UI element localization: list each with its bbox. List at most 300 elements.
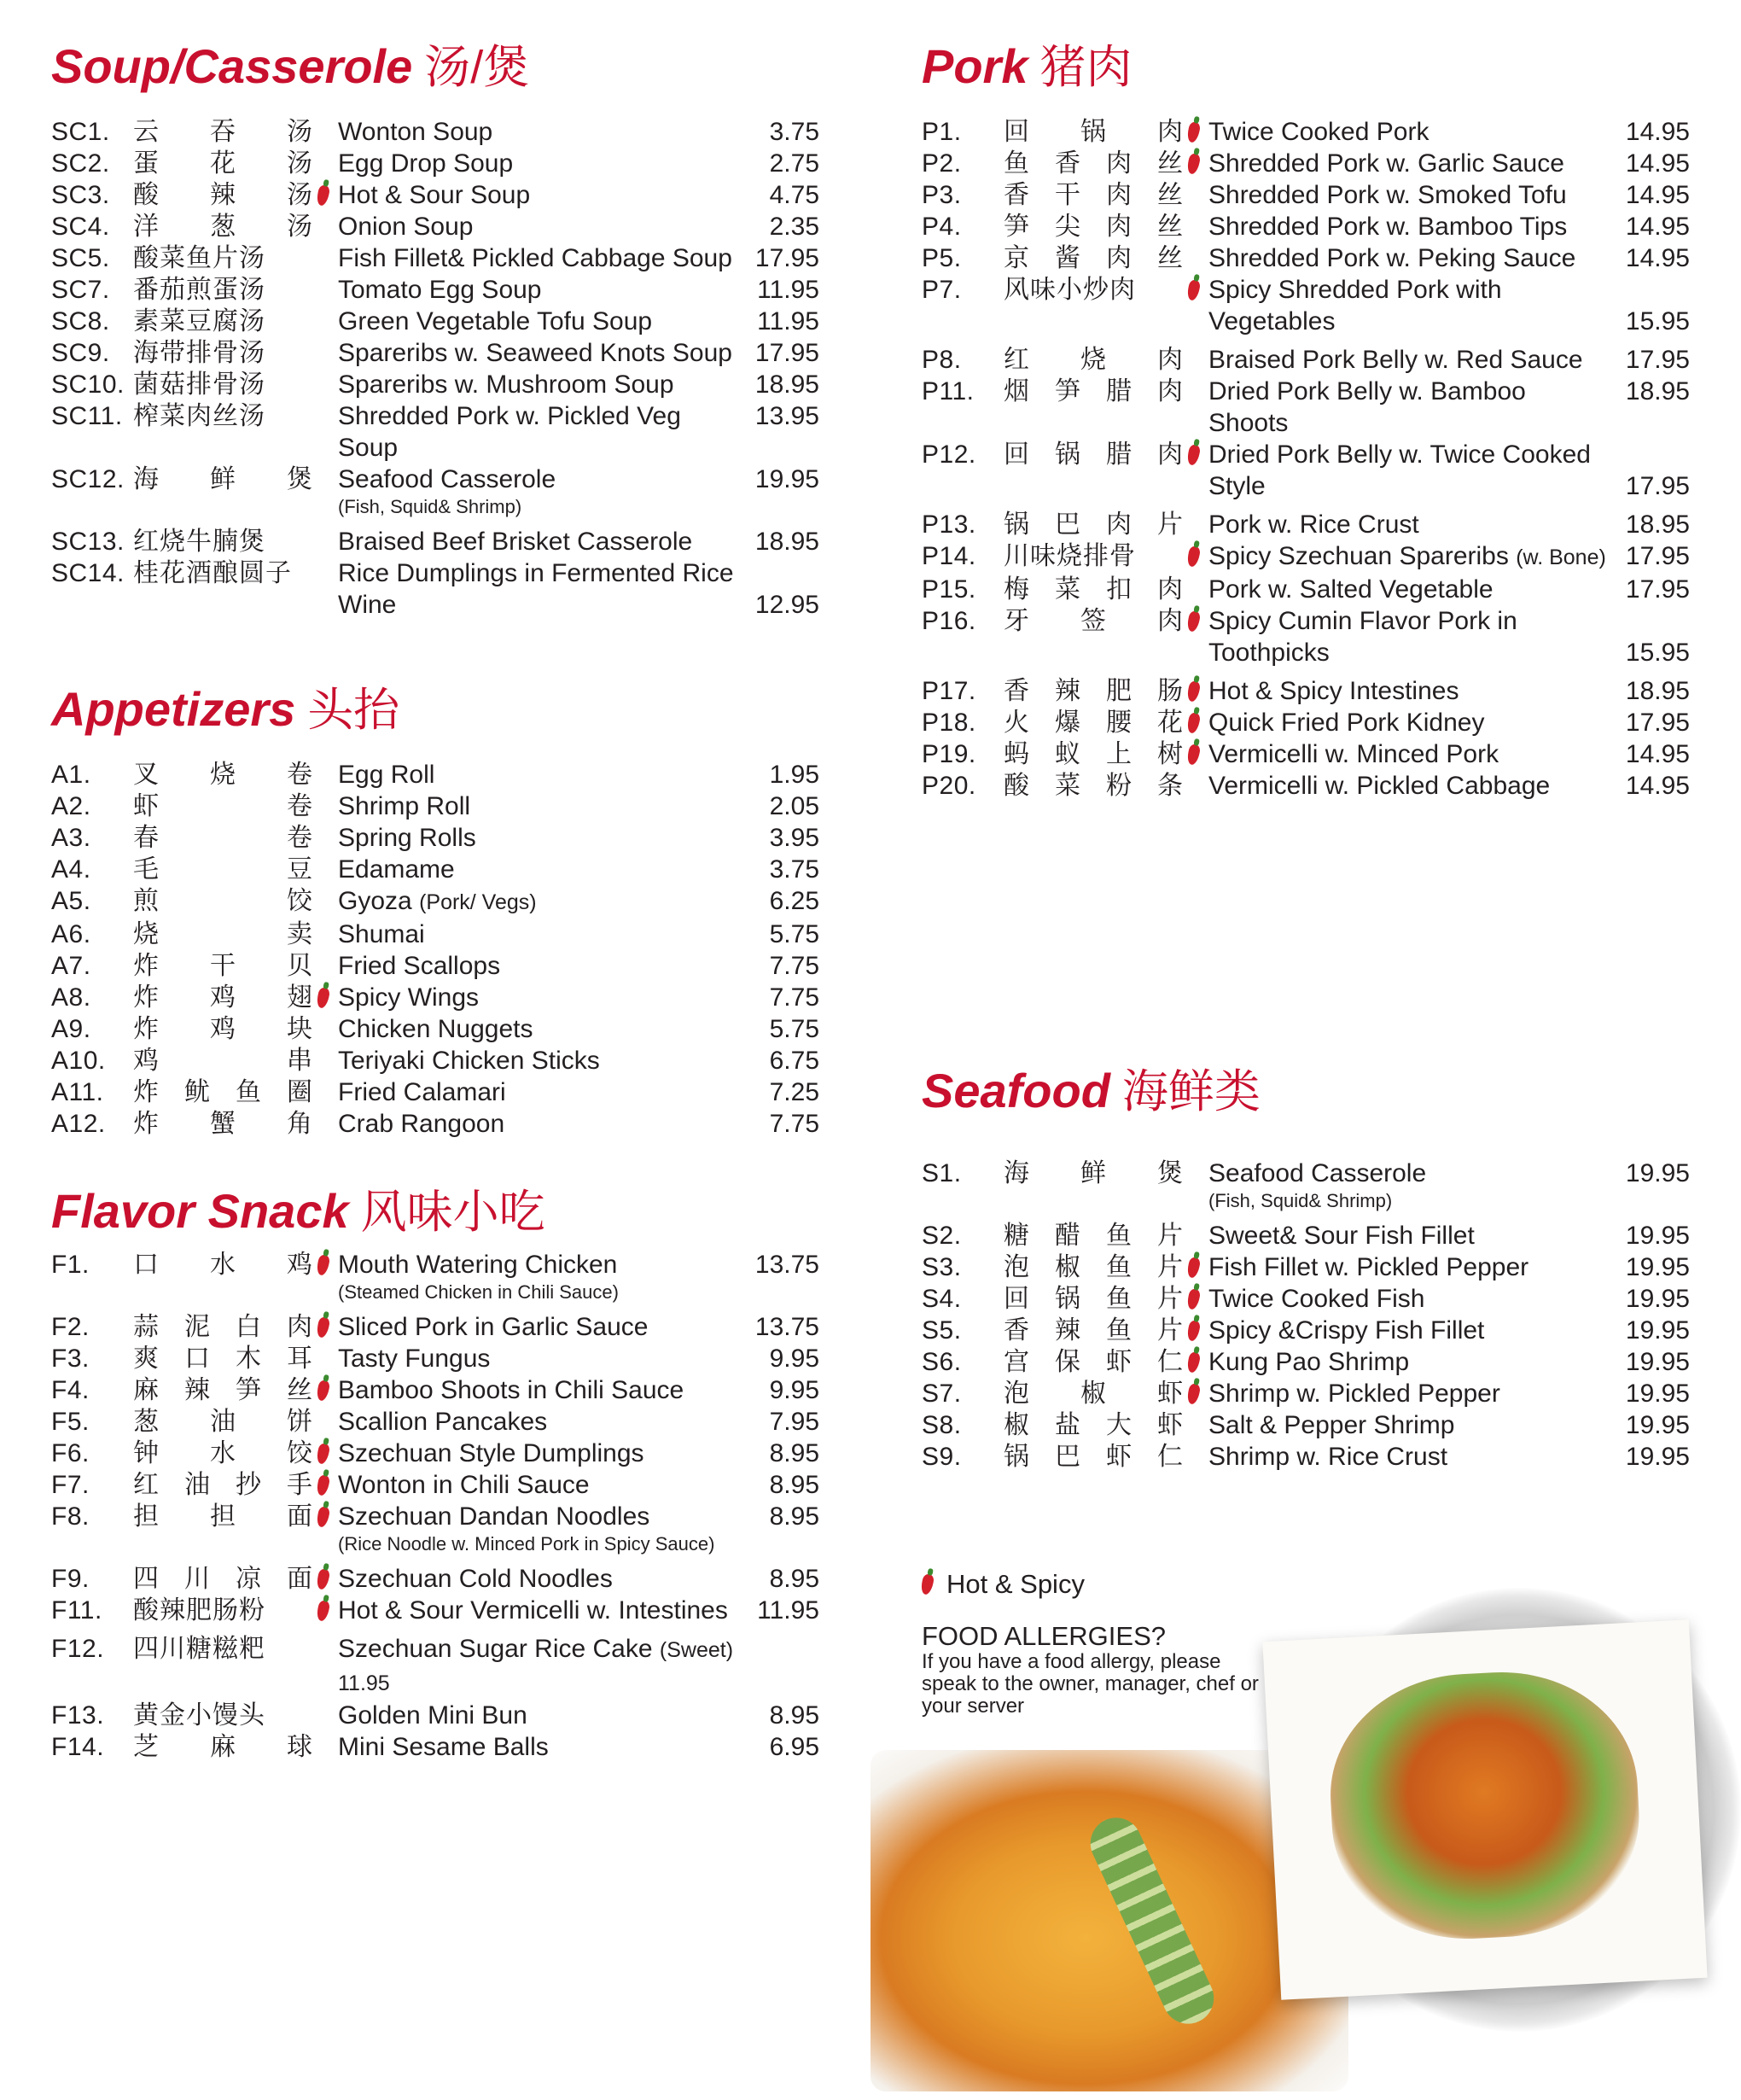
item-chinese-name: 梅 菜 扣 肉	[1004, 575, 1183, 604]
item-english-label: Spicy Cumin Flavor Pork in Toothpicks	[1208, 607, 1517, 667]
chili-icon	[316, 1254, 331, 1276]
menu-item	[51, 274, 819, 306]
item-english-label: Vermicelli w. Minced Pork	[1208, 740, 1499, 768]
section-title-soup: Soup/Casserole 汤/煲	[51, 39, 530, 93]
item-english-label: Green Vegetable Tofu Soup	[338, 307, 653, 335]
chili-icon	[316, 184, 331, 207]
item-code: F4.	[51, 1376, 90, 1404]
item-chinese-name: 香 辣 肥 肠	[1004, 677, 1183, 705]
item-spicy-marker	[312, 242, 338, 274]
item-spicy-marker	[312, 854, 338, 885]
item-chinese-name: 酸 辣 汤	[133, 181, 312, 209]
item-english-name	[338, 526, 739, 557]
menu-item	[922, 274, 1690, 337]
item-code: S2.	[922, 1222, 962, 1250]
item-code: F11.	[51, 1596, 102, 1625]
item-chinese-name: 鱼 香 肉 丝	[1004, 149, 1183, 178]
item-note: (Fish, Squid& Shrimp)	[1208, 1190, 1393, 1211]
item-code: SC8.	[51, 307, 110, 335]
item-english-label: Egg Drop Soup	[338, 149, 514, 178]
item-english-name	[1208, 540, 1610, 574]
section-title-pork: Pork 猪肉	[922, 39, 1133, 93]
item-english-name	[338, 1633, 739, 1700]
item-price: 12.95	[754, 591, 819, 619]
menu-item	[922, 242, 1690, 274]
item-english-name	[338, 854, 739, 885]
menu-item	[922, 1315, 1690, 1346]
item-english-name	[338, 557, 739, 621]
item-spicy-marker	[1183, 148, 1208, 179]
item-price: 13.95	[754, 402, 819, 430]
menu-item	[922, 574, 1690, 605]
item-spicy-marker	[1183, 439, 1208, 470]
item-spicy-marker	[312, 1108, 338, 1140]
item-chinese-name: 红 油 抄 手	[133, 1471, 312, 1499]
item-english-name	[1208, 1283, 1610, 1315]
item-english-name	[1208, 242, 1610, 274]
item-code: SC12.	[51, 465, 125, 493]
chili-icon	[1186, 1257, 1202, 1279]
menu-item	[51, 1045, 819, 1076]
item-price: 19.95	[754, 465, 819, 493]
item-code: A10.	[51, 1047, 106, 1075]
item-price: 14.95	[1625, 772, 1690, 800]
item-price: 14.95	[1625, 740, 1690, 768]
item-chinese-name: 川味烧排骨	[1004, 542, 1136, 570]
item-english-name	[338, 1311, 739, 1343]
item-code: P2.	[922, 149, 962, 178]
item-english-name	[1208, 274, 1610, 337]
item-price: 13.75	[754, 1313, 819, 1341]
item-spicy-marker	[312, 1311, 338, 1343]
menu-item	[922, 148, 1690, 179]
item-price: 3.75	[769, 118, 819, 146]
item-english-label: Shredded Pork w. Bamboo Tips	[1208, 213, 1568, 241]
item-english-name	[1208, 116, 1610, 148]
item-price: 19.95	[1625, 1380, 1690, 1408]
menu-item	[51, 854, 819, 885]
item-english-label: Spicy Szechuan Spareribs	[1208, 542, 1509, 570]
item-spicy-marker	[312, 337, 338, 369]
chili-icon	[1186, 1288, 1202, 1310]
item-chinese-name: 四川糖糍粑	[133, 1635, 265, 1663]
item-code: F8.	[51, 1502, 90, 1531]
section-title-appetizers: Appetizers 头抬	[51, 682, 400, 736]
chili-icon	[316, 1506, 331, 1528]
item-chinese-name: 宫 保 虾 仁	[1004, 1348, 1183, 1376]
item-price: 2.35	[769, 213, 819, 241]
item-english-name	[1208, 1315, 1610, 1346]
item-code: P14.	[922, 542, 976, 570]
item-english-label: Spicy &Crispy Fish Fillet	[1208, 1316, 1485, 1345]
food-allergy-notice	[922, 1622, 1280, 1718]
item-code: A7.	[51, 952, 91, 980]
item-chinese-name: 炸 蟹 角	[133, 1110, 312, 1138]
item-english-label: Fried Calamari	[338, 1078, 506, 1106]
item-price: 11.95	[757, 307, 819, 335]
item-chinese-name: 叉 烧 卷	[133, 761, 312, 789]
menu-item	[922, 770, 1690, 802]
item-price: 7.25	[769, 1078, 819, 1106]
item-chinese-name: 泡 椒 鱼 片	[1004, 1253, 1183, 1281]
item-code: SC14.	[51, 559, 125, 587]
item-chinese-name: 海 鲜 煲	[133, 465, 312, 493]
chili-icon	[1186, 545, 1202, 568]
item-price: 14.95	[1625, 181, 1690, 209]
item-english-name	[1208, 439, 1610, 502]
menu-item	[922, 1441, 1690, 1473]
item-spicy-marker	[312, 400, 338, 432]
item-code: A2.	[51, 792, 91, 820]
item-spicy-marker	[1183, 1315, 1208, 1346]
chili-icon	[1186, 121, 1202, 143]
item-price: 2.75	[769, 149, 819, 178]
item-chinese-name: 锅 巴 虾 仁	[1004, 1443, 1183, 1471]
item-chinese-name: 担 担 面	[133, 1502, 312, 1531]
soup-section	[51, 34, 819, 621]
menu-item	[51, 1501, 819, 1556]
item-english-label: Braised Beef Brisket Casserole	[338, 528, 693, 556]
item-spicy-marker	[312, 1013, 338, 1045]
item-price: 7.75	[769, 983, 819, 1012]
item-chinese-name: 黄金小馒头	[133, 1701, 265, 1730]
item-price: 3.75	[769, 855, 819, 884]
item-english-name	[338, 369, 739, 400]
item-price: 6.95	[769, 1733, 819, 1761]
item-code: F14.	[51, 1733, 105, 1761]
item-code: SC9.	[51, 339, 110, 367]
menu-item	[51, 116, 819, 148]
item-spicy-marker	[312, 822, 338, 854]
item-price: 5.75	[769, 920, 819, 948]
item-chinese-name: 蚂 蚁 上 树	[1004, 740, 1183, 768]
item-chinese-name: 回 锅 腊 肉	[1004, 440, 1183, 469]
item-english-label: Shredded Pork w. Garlic Sauce	[1208, 149, 1564, 178]
item-chinese-name: 芝 麻 球	[133, 1733, 312, 1761]
fish-dish-icon	[1325, 1665, 1645, 1945]
item-note: (Rice Noodle w. Minced Pork in Spicy Sauce)	[338, 1533, 715, 1555]
item-spicy-marker	[1183, 605, 1208, 637]
menu-item	[51, 1700, 819, 1731]
item-spicy-marker	[1183, 211, 1208, 242]
item-chinese-name: 海带排骨汤	[133, 339, 265, 367]
soup-items	[51, 116, 819, 621]
item-spicy-marker	[312, 1406, 338, 1438]
menu-item	[922, 1409, 1690, 1441]
item-code: A4.	[51, 855, 91, 884]
item-english-label: Szechuan Dandan Noodles	[338, 1502, 650, 1531]
item-price: 14.95	[1625, 244, 1690, 272]
item-english-label: Scallion Pancakes	[338, 1408, 548, 1436]
menu-item	[922, 509, 1690, 540]
item-english-label: Shrimp w. Rice Crust	[1208, 1443, 1448, 1471]
item-code: A12.	[51, 1110, 106, 1138]
item-english-name	[1208, 376, 1610, 439]
item-english-name	[338, 950, 739, 982]
item-spicy-marker	[1183, 1251, 1208, 1283]
item-english-name	[338, 1406, 739, 1438]
item-english-label: Shredded Pork w. Peking Sauce	[1208, 244, 1576, 272]
item-spicy-marker	[1183, 1441, 1208, 1473]
item-english-name	[338, 1563, 739, 1595]
item-price: 19.95	[1625, 1348, 1690, 1376]
item-price: 17.95	[754, 339, 819, 367]
item-chinese-name: 香 干 肉 丝	[1004, 181, 1183, 209]
item-code: F9.	[51, 1565, 90, 1593]
item-english-label: Chicken Nuggets	[338, 1015, 533, 1043]
twice-cooked-fish-photo	[1262, 1619, 1707, 2000]
item-spicy-marker	[1183, 770, 1208, 802]
chili-icon	[1186, 744, 1202, 766]
item-chinese-name: 炸 鸡 翅	[133, 983, 312, 1012]
chili-icon	[316, 1568, 331, 1590]
item-chinese-name: 蛋 花 汤	[133, 149, 312, 178]
item-english-label: Spicy Wings	[338, 983, 480, 1012]
item-price: 19.95	[1625, 1253, 1690, 1281]
item-english-label: Wonton in Chili Sauce	[338, 1471, 590, 1499]
legend-label: Hot & Spicy	[946, 1569, 1085, 1599]
item-chinese-name: 爽 口 木 耳	[133, 1345, 312, 1373]
item-english-name	[338, 306, 739, 337]
item-code: P13.	[922, 510, 976, 539]
item-chinese-name: 烟 笋 腊 肉	[1004, 377, 1183, 405]
item-code: A11.	[51, 1078, 104, 1106]
menu-item	[51, 306, 819, 337]
item-price: 8.95	[769, 1502, 819, 1531]
menu-item	[51, 1013, 819, 1045]
chili-icon	[1186, 444, 1202, 466]
item-chinese-name: 酸菜鱼片汤	[133, 244, 265, 272]
menu-item	[922, 1378, 1690, 1409]
item-chinese-name: 云 吞 汤	[133, 118, 312, 146]
item-english-name	[1208, 1251, 1610, 1283]
item-price: 11.95	[757, 1596, 819, 1625]
item-spicy-marker	[312, 526, 338, 557]
item-english-name	[338, 1045, 739, 1076]
item-code: S4.	[922, 1285, 962, 1313]
item-code: F13.	[51, 1701, 105, 1730]
chili-icon	[1186, 680, 1202, 703]
chili-icon	[316, 1474, 331, 1496]
item-price: 18.95	[1625, 677, 1690, 705]
chili-icon	[316, 1600, 331, 1622]
item-english-name	[1208, 707, 1610, 738]
item-english-label: Sliced Pork in Garlic Sauce	[338, 1313, 649, 1341]
item-english-name	[1208, 574, 1610, 605]
item-english-label: Edamame	[338, 855, 455, 884]
item-english-name	[338, 1501, 739, 1556]
menu-item	[922, 376, 1690, 439]
item-english-label: Pork w. Salted Vegetable	[1208, 575, 1494, 604]
item-english-name	[1208, 1346, 1610, 1378]
item-spicy-marker	[312, 950, 338, 982]
item-english-name	[338, 790, 739, 822]
item-english-label: Fish Fillet w. Pickled Pepper	[1208, 1253, 1529, 1281]
item-english-name	[338, 400, 739, 464]
allergy-title: FOOD ALLERGIES?	[922, 1621, 1166, 1651]
menu-item	[922, 211, 1690, 242]
item-english-label: Teriyaki Chicken Sticks	[338, 1047, 600, 1075]
menu-item	[51, 1249, 819, 1304]
item-english-qualifier: (Pork/ Vegs)	[419, 890, 537, 914]
item-english-name	[1208, 1441, 1610, 1473]
item-price: 17.95	[1625, 709, 1690, 737]
item-spicy-marker	[312, 148, 338, 179]
item-code: S5.	[922, 1316, 962, 1345]
item-spicy-marker	[312, 759, 338, 790]
menu-item	[51, 148, 819, 179]
item-price: 17.95	[1625, 346, 1690, 374]
item-chinese-name: 炸 干 贝	[133, 952, 312, 980]
item-price: 18.95	[754, 370, 819, 399]
item-chinese-name: 番茄煎蛋汤	[133, 276, 265, 304]
item-spicy-marker	[312, 1563, 338, 1595]
item-price: 14.95	[1625, 149, 1690, 178]
menu-item	[51, 759, 819, 790]
menu-item	[51, 400, 819, 464]
item-chinese-name: 麻 辣 笋 丝	[133, 1376, 312, 1404]
item-code: P19.	[922, 740, 976, 768]
item-code: A5.	[51, 887, 91, 915]
item-price: 7.95	[769, 1408, 819, 1436]
item-spicy-marker	[312, 919, 338, 950]
item-english-name	[338, 211, 739, 242]
item-spicy-marker	[312, 1595, 338, 1626]
item-chinese-name: 桂花酒酿圆子	[133, 559, 292, 587]
item-chinese-name: 菌菇排骨汤	[133, 370, 265, 399]
item-english-label: Szechuan Cold Noodles	[338, 1565, 613, 1593]
menu-item	[922, 675, 1690, 707]
item-english-label: Tomato Egg Soup	[338, 276, 542, 304]
item-code: F5.	[51, 1408, 90, 1436]
item-english-name	[1208, 770, 1610, 802]
seafood-section	[922, 1059, 1690, 1473]
item-chinese-name: 炸 鱿 鱼 圈	[133, 1078, 312, 1106]
item-spicy-marker	[1183, 540, 1208, 572]
item-english-label: Tasty Fungus	[338, 1345, 491, 1373]
menu-item	[51, 982, 819, 1013]
item-spicy-marker	[1183, 1378, 1208, 1409]
item-english-label: Pork w. Rice Crust	[1208, 510, 1419, 539]
item-english-label: Shrimp Roll	[338, 792, 471, 820]
item-english-label: Quick Fried Pork Kidney	[1208, 709, 1485, 737]
item-price: 11.95	[757, 276, 819, 304]
item-price: 9.95	[769, 1376, 819, 1404]
menu-item	[51, 1633, 819, 1700]
item-code: F3.	[51, 1345, 90, 1373]
chili-icon	[316, 1443, 331, 1465]
item-spicy-marker	[1183, 179, 1208, 211]
item-english-label: Twice Cooked Fish	[1208, 1285, 1425, 1313]
left-column	[51, 34, 819, 1763]
item-english-label: Spicy Shredded Pork with Vegetables	[1208, 276, 1502, 335]
item-code: SC4.	[51, 213, 110, 241]
item-price: 19.95	[1625, 1159, 1690, 1187]
item-spicy-marker	[1183, 376, 1208, 407]
item-english-name	[338, 822, 739, 854]
item-chinese-name: 煎 饺	[133, 887, 312, 915]
item-spicy-marker	[312, 1438, 338, 1469]
item-price: 7.75	[769, 952, 819, 980]
item-english-name	[338, 148, 739, 179]
menu-item	[51, 885, 819, 919]
menu-item	[922, 439, 1690, 502]
item-price: 4.75	[769, 181, 819, 209]
menu-item	[51, 1076, 819, 1108]
item-english-label: Seafood Casserole	[338, 465, 556, 493]
item-english-qualifier: (Sweet) 11.95	[338, 1638, 734, 1695]
item-chinese-name: 虾 卷	[133, 792, 312, 820]
chili-icon	[1186, 1383, 1202, 1405]
item-price: 17.95	[754, 244, 819, 272]
item-chinese-name: 蒜 泥 白 肉	[133, 1313, 312, 1341]
menu-item	[922, 1346, 1690, 1378]
item-spicy-marker	[1183, 242, 1208, 274]
item-spicy-marker	[312, 790, 338, 822]
item-price: 2.05	[769, 792, 819, 820]
item-english-label: Seafood Casserole	[1208, 1159, 1427, 1187]
item-code: P4.	[922, 213, 962, 241]
item-chinese-name: 红烧牛腩煲	[133, 528, 265, 556]
item-chinese-name: 素菜豆腐汤	[133, 307, 265, 335]
item-english-label: Wonton Soup	[338, 118, 493, 146]
item-spicy-marker	[1183, 1409, 1208, 1441]
item-chinese-name: 香 辣 鱼 片	[1004, 1316, 1183, 1345]
spicy-legend	[922, 1569, 1085, 1600]
item-spicy-marker	[1183, 116, 1208, 148]
menu-item	[51, 919, 819, 950]
menu-item	[51, 1731, 819, 1763]
item-chinese-name: 炸 鸡 块	[133, 1015, 312, 1043]
item-english-name	[1208, 509, 1610, 540]
item-code: SC5.	[51, 244, 110, 272]
menu-item	[51, 337, 819, 369]
item-spicy-marker	[1183, 1158, 1208, 1189]
item-chinese-name: 风味小炒肉	[1004, 276, 1136, 304]
item-spicy-marker	[1183, 1220, 1208, 1251]
item-chinese-name: 葱 油 饼	[133, 1408, 312, 1436]
item-chinese-name: 糖 醋 鱼 片	[1004, 1222, 1183, 1250]
item-price: 18.95	[754, 528, 819, 556]
item-chinese-name: 酸 菜 粉 条	[1004, 772, 1183, 800]
item-price: 13.75	[754, 1251, 819, 1279]
item-english-name	[338, 982, 739, 1013]
item-spicy-marker	[1183, 1346, 1208, 1378]
item-code: P12.	[922, 440, 976, 469]
menu-item	[51, 557, 819, 621]
item-code: P17.	[922, 677, 976, 705]
item-spicy-marker	[1183, 707, 1208, 738]
chili-icon	[1186, 610, 1202, 633]
item-spicy-marker	[312, 306, 338, 337]
item-spicy-marker	[312, 1249, 338, 1280]
item-price: 1.95	[769, 761, 819, 789]
item-english-name	[338, 116, 739, 148]
item-chinese-name: 锅 巴 肉 片	[1004, 510, 1183, 539]
item-code: P1.	[922, 118, 962, 146]
item-spicy-marker	[312, 1045, 338, 1076]
item-english-name	[1208, 1158, 1610, 1213]
item-english-label: Szechuan Sugar Rice Cake	[338, 1635, 653, 1663]
item-code: P16.	[922, 607, 976, 635]
item-english-label: Vermicelli w. Pickled Cabbage	[1208, 772, 1551, 800]
menu-item	[51, 179, 819, 211]
item-english-label: Bamboo Shoots in Chili Sauce	[338, 1376, 684, 1404]
item-price: 6.75	[769, 1047, 819, 1075]
item-english-name	[1208, 605, 1610, 668]
item-price: 18.95	[1625, 510, 1690, 539]
flavor-snack-section	[51, 1179, 819, 1763]
